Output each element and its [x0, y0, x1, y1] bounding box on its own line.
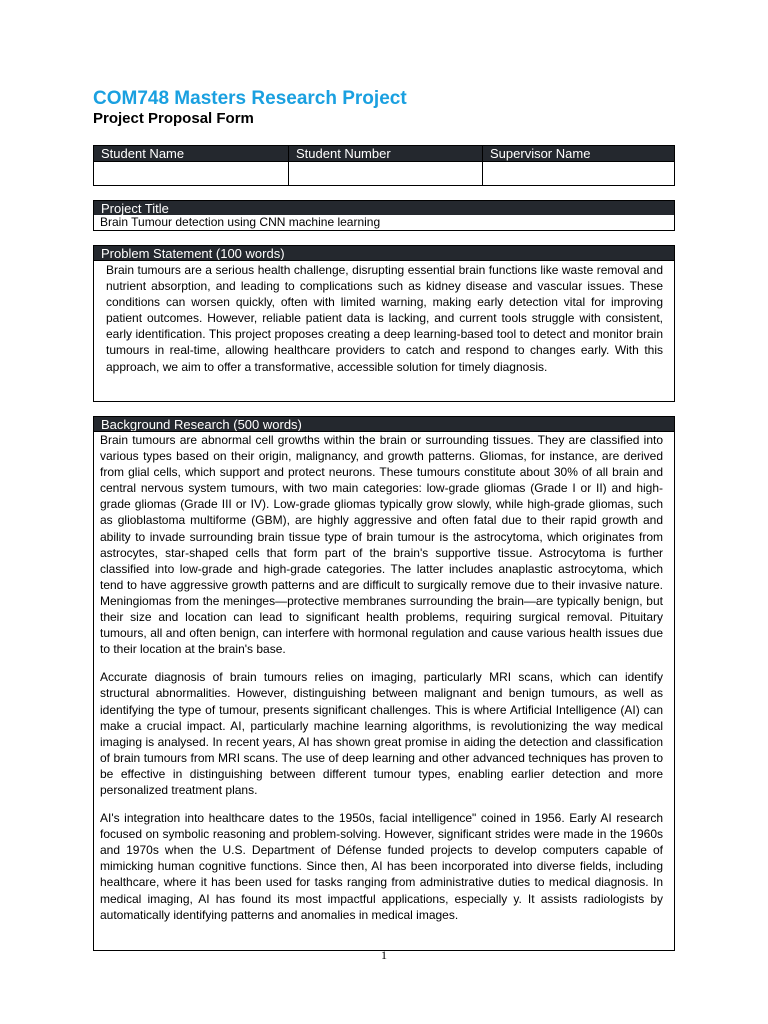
supervisor-name-value — [482, 161, 674, 185]
background-paragraph: AI's integration into healthcare dates to the 1950s, facial intelligence" coined in 1956. Early AI research focused on symbolic reasoning and problem-solving. However, significant strides were made in the 1960s and 1970s when the U.S. Department of Défense funded projects to develop computers capable of mimicking human cognitive functions. Since then, AI has been incorporated into diverse fields, including healthcare, where it has been used for tasks ranging from administrative duties to medical diagnosis. In medical imaging, AI has found its most impactful applications, especially y. It assists radiologists by automatically identifying patterns and anomalies in medical images. — [100, 811, 663, 922]
project-title-section — [93, 200, 675, 231]
project-title-value: Brain Tumour detection using CNN machine learning — [93, 215, 675, 231]
problem-statement-label: Problem Statement (100 words) — [93, 245, 675, 260]
background-research-section — [93, 416, 675, 951]
student-info-table — [93, 145, 675, 186]
background-paragraph: Accurate diagnosis of brain tumours relies on imaging, particularly MRI scans, which can identify structural abnormalities. However, distinguishing between malignant and benign tumours, as well as identifying the type of tumour, presents significant challenges. This is where Artificial Intelligence (AI) can make a crucial impact. AI, particularly machine learning algorithms, is revolutionizing the way medical imaging is analysed. In recent years, AI has shown great promise in aiding the detection and classification of brain tumours from MRI scans. The use of deep learning and other advanced techniques has proven to be effective in distinguishing between different tumour types, enabling earlier detection and more personalized treatment plans. — [100, 670, 663, 797]
student-name-header: Student Name — [94, 146, 288, 161]
background-research-label: Background Research (500 words) — [93, 416, 675, 431]
student-name-value — [94, 161, 288, 185]
background-paragraph: Brain tumours are abnormal cell growths within the brain or surrounding tissues. They are classified into various types based on their origin, malignancy, and growth patterns. Gliomas, for instance, are derived from glial cells, which support and protect neurons. These tumours constitute about 30% of all brain and central nervous system tumours, with two main categories: low-grade gliomas (Grade I or II) and high-grade gliomas (Grade III or IV). Low-grade gliomas typically grow slowly, while high-grade gliomas, such as glioblastoma multiforme (GBM), are highly aggressive and often fatal due to their rapid growth and ability to invade surrounding brain tissue type of brain tumour is the astrocytoma, which originates from astrocytes, star-shaped cells that form part of the brain's supportive tissue. Astrocytoma is further classified into low-grade and high-grade categories. The latter includes anaplastic astrocytoma, which tend to have aggressive growth patterns and are difficult to surgically remove due to their invasive nature. Meningiomas from the meninges—protective membranes surrounding the brain—are typically benign, but their size and location can lead to significant health problems, requiring surgical removal. Pituitary tumours, all and often benign, can interfere with hormonal regulation and cause various health issues due to their location at the brain's base. — [100, 433, 663, 657]
document-subtitle: Project Proposal Form — [93, 110, 254, 127]
project-title-label: Project Title — [93, 200, 675, 215]
document-title: COM748 Masters Research Project — [93, 88, 407, 109]
problem-statement-text: Brain tumours are a serious health challenge, disrupting essential brain functions like waste removal and nutrient absorption, and leading to complications such as kidney disease and vascular issues. These conditions can worsen quickly, often with limited warning, making early detection vital for improving patient outcomes. However, reliable patient data is lacking, and current tools struggle with consistent, early identification. This project proposes creating a deep learning-based tool to detect and monitor brain tumours in real-time, allowing healthcare providers to catch and respond to changes early. With this approach, we aim to offer a transformative, accessible solution for timely diagnosis. — [93, 260, 675, 402]
page-number: 1 — [381, 948, 387, 962]
student-number-value — [288, 161, 482, 185]
student-number-header: Student Number — [288, 146, 482, 161]
problem-statement-section — [93, 245, 675, 402]
supervisor-name-header: Supervisor Name — [482, 146, 674, 161]
background-research-text — [93, 431, 675, 951]
